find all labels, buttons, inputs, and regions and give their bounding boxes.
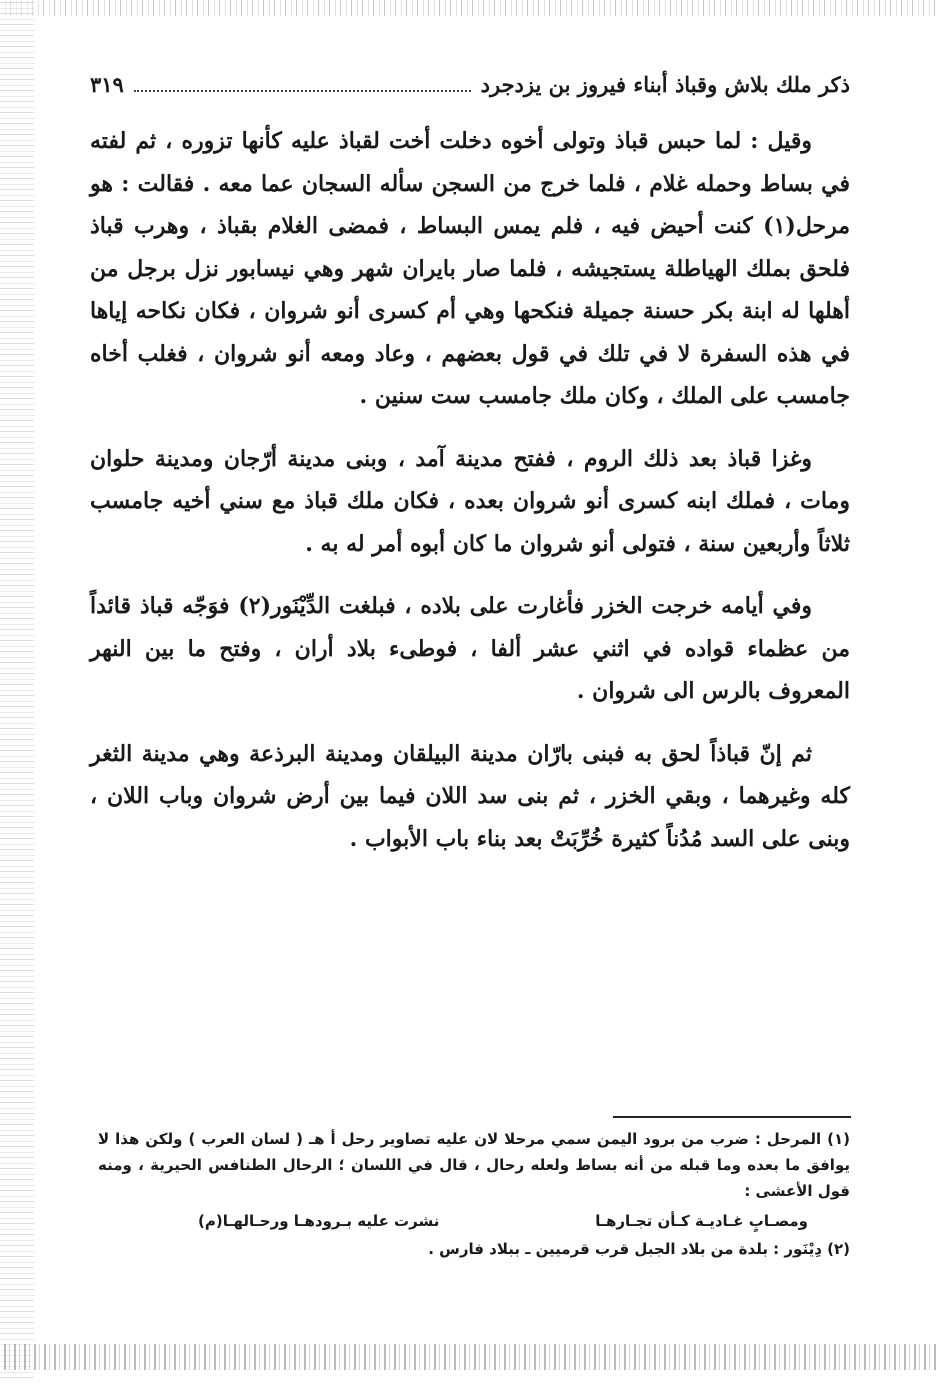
verse-first-hemistich: ومصـابٍ غـاديـة كـأن تجـارهـا bbox=[595, 1212, 808, 1230]
paragraph-1: وقيل : لما حبس قباذ وتولى أخوه دخلت أخت لقباذ عليه كأنها تزوره ، ثم لفته في بساط وحمله غلام ، فلما خرج من السجن سأله السجان عما معه . فقالت : هو مرحل(١) كنت أحيض فيه ، فلم يمس البساط ، فمضى الغلام بقباذ ، وهرب قباذ فلحق بملك الهياطلة يستجيشه ، فلما صار بايران شهر وهي نيسابور نزل برجل من أهلها له ابنة بكر حسنة جميلة فنكحها وهي أم كسرى أنو شروان ، فكان نكاحه إياها في هذه السفرة لا في تلك في قول بعضهم ، وعاد ومعه أنو شروان ، فغلب أخاه جامسب على الملك ، وكان ملك جامسب ست سنين . bbox=[90, 128, 850, 409]
footnote-verse bbox=[98, 1204, 850, 1236]
decorative-border-bottom bbox=[0, 1344, 939, 1370]
chapter-title: ذكر ملك بلاش وقباذ أبناء فيروز بن يزدجرد bbox=[480, 72, 850, 97]
footnote-2: (٢) دِيْنَور : بلدة من بلاد الجبل قرب قرميين ـ ببلاد فارس . bbox=[428, 1240, 850, 1258]
page-content bbox=[90, 72, 850, 880]
running-header bbox=[90, 72, 850, 112]
footnote-separator bbox=[613, 1116, 851, 1118]
verse-second-hemistich: نشرت عليه بـرودهـا ورحـالهـا(م) bbox=[198, 1212, 440, 1230]
paragraph-2: وغزا قباذ بعد ذلك الروم ، ففتح مدينة آمد ، وبنى مدينة أرّجان ومدينة حلوان ومات ، فملك ابنه كسرى أنو شروان بعده ، فكان ملك قباذ مع سني أخيه جامسب ثلاثاً وأربعين سنة ، فتولى أنو شروان ما كان أبوه أمر له به . bbox=[90, 445, 850, 557]
paragraph-4: ثم إنّ قباذاً لحق به فبنى بارّان مدينة البيلقان ومدينة البرذعة وهي مدينة الثغر كله وغيرهما ، وبقي الخزر ، ثم بنى سد اللان فيما بين أرض شروان وباب اللان ، وبنى على السد مُدُناً كثيرة خُرِّبَتْ بعد بناء باب الأبواب . bbox=[90, 740, 850, 852]
decorative-border-left bbox=[0, 0, 34, 1383]
footnote-1: (١) المرحل : ضرب من برود اليمن سمي مرحلا لان عليه تصاوير رحل أ هـ ( لسان العرب ) ولكن هذا لا يوافق ما بعده وما قبله من أنه بساط ولعله رحال ، قال في اللسان ؛ الرحال الطنافس الحيرية ، ومنه قول الأعشى : bbox=[98, 1130, 850, 1200]
page-number: ٣١٩ bbox=[90, 72, 124, 97]
paragraph-3: وفي أيامه خرجت الخزر فأغارت على بلاده ، فبلغت الدِّيْنَور(٢) فوَجّه قباذ قائداً من عظماء قواده في اثني عشر ألفا ، فوطىء بلاد أران ، وفتح ما بين النهر المعروف بالرس الى شروان . bbox=[90, 593, 850, 704]
decorative-border-top bbox=[0, 0, 939, 16]
header-dot-leader bbox=[134, 89, 471, 92]
footnotes bbox=[98, 1126, 850, 1262]
